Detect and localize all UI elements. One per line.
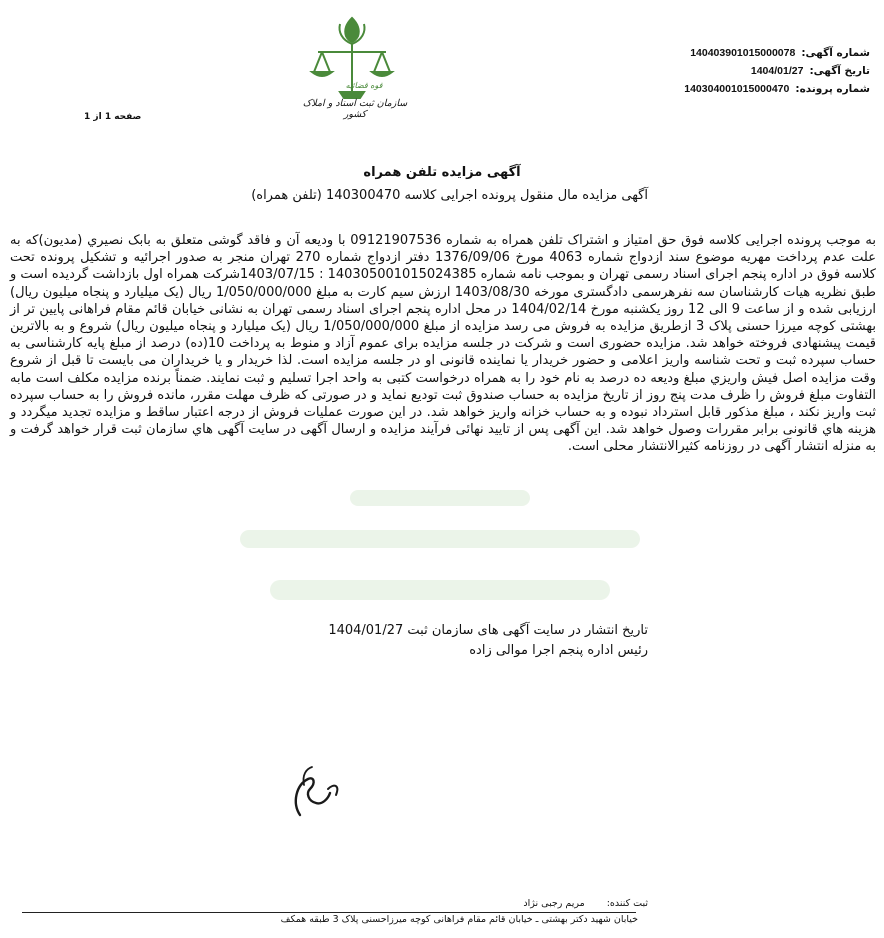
file-number: 140304001015000470 <box>684 83 790 95</box>
office-address: خیابان شهید دکتر بهشتی ـ خیابان قائم مقام فراهانی کوچه میرزاحسنی پلاک 3 طبقه همکف <box>280 914 638 925</box>
registrar-label: ثبت کننده: <box>606 898 648 909</box>
svg-text:قوه قضائیه: قوه قضائیه <box>345 81 383 90</box>
notice-number-label: شماره آگهی: <box>801 47 870 59</box>
notice-body: به موجب پرونده اجرایی کلاسه فوق حق امتیاز و اشتراک تلفن همراه به شماره 09121907536 با ودیعه آن و فاقد گوشی متعلق به بابک نصیري (مدیون)که به علت عدم پرداخت مهریه موضوع سند ازدواج شماره 4063 مورخ 1376/09/06 دفتر ازدواج شماره 270 تهران منجر به صدور اجرائیه و تشکیل پرونده تحت کلاسه فوق در اداره پنجم اجرای اسناد رسمی تهران و بموجب نامه شماره 140305001015024385 : 1403/07/15شرکت همراه اول بازداشت گردیده است و طبق نظریه هیات کارشناسان سه نفرهرسمی دادگستری مورخه 1403/08/30 ارزش سیم کارت به مبلغ 1/050/000/000 ریال (یک میلیارد و پنجاه میلیون ریال) ارزیابی شده و از ساعت 9 الی 12 روز یکشنبه مورخ 1404/02/14 در محل اداره پنجم اجرای اسناد رسمی تهران به نشانی خیابان قائم مقام فراهانی پایین تر از بهشتی کوچه میرزا حسنی پلاک 3 ازطریق مزایده به فروش می رسد مزایده از مبلغ 1/050/000/000 ریال (یک میلیارد و پنجاه میلیون ریال) شروع و به بالاترین قیمت پیشنهادی فروخته خواهد شد. مزایده حضوری است و شرکت در جلسه مزایده برای عموم آزاد و منوط به پرداخت 10(ده) درصد از مبلغ پایه کارشناسی به حساب سپرده ثبت و تحت شناسه واریز اعلامی و حضور خریدار یا نماینده قانونی او در جلسه مزایده است. لذا خریدار و یا خریداران می بایست تا قبل از شروع وقت مزایده اصل فیش واریزي مبلغ ودیعه ده درصد به نام خود را به همراه درخواست کتبی به واحد اجرا تسلیم و ثبت نمایند. ضمناً برنده مزایده مکلف است مابه التفاوت مبلغ فروش را ظرف مدت پنج روز از تاریخ مزایده به حساب صندوق ثبت تودیع نماید و در صورتی که ظرف مهلت مقرر، مانده فروش را به حساب سپرده ثبت واریز نکند ، مبلغ مذکور قابل استرداد نبوده و به حساب خزانه واریز خواهد شد. در این صورت عملیات فروش از درجه اعتبار ساقط و مزایده تجدید میگردد و هزینه هاي قانونی برابر مقررات وصول خواهد شد. این آگهی پس از تایید نهائی فرآیند مزایده و ارسال آگهی در سایت آگهی هاي سازمان ثبت قرار خواهد گرفت و به منزله انتشار آگهی در روزنامه کثیرالانتشار محلی است. <box>10 233 876 455</box>
notice-title: آگهی مزایده تلفن همراه <box>363 165 521 180</box>
publication-date-line: تاریخ انتشار در سایت آگهی های سازمان ثبت 1404/01/27 <box>328 623 648 638</box>
footer-divider <box>22 912 636 913</box>
notice-date: 1404/01/27 <box>750 65 804 77</box>
file-number-label: شماره پرونده: <box>795 83 870 95</box>
notice-number: 140403901015000078 <box>690 47 796 59</box>
notice-date-label: تاریخ آگهی: <box>809 65 870 77</box>
file-number-row <box>610 80 870 98</box>
signature-icon <box>256 745 366 845</box>
page-indicator: صفحه 1 از 1 <box>84 112 142 122</box>
registrar-name: مریم رجبی نژاد <box>523 898 585 909</box>
watermark-logo-icon <box>230 470 650 640</box>
registrar-row <box>523 898 648 909</box>
notice-date-row <box>610 62 870 80</box>
notice-number-row <box>610 44 870 62</box>
emblem-caption: سازمان ثبت اسناد و املاک کشور <box>302 98 408 120</box>
signer-line: رئیس اداره پنجم اجرا موالی زاده <box>469 643 648 658</box>
notice-subtitle: آگهی مزایده مال منقول پرونده اجرایی کلاسه 140300470 (تلفن همراه) <box>251 188 648 203</box>
notice-meta <box>610 44 870 98</box>
